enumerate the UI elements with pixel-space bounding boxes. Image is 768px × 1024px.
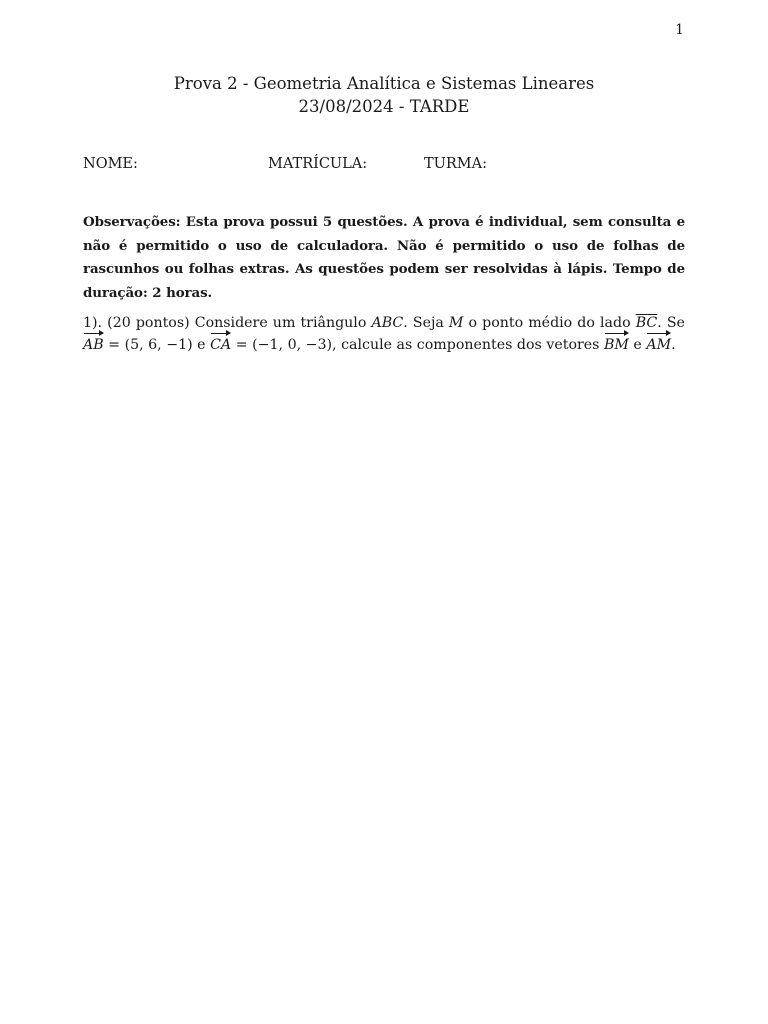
question-number: 1). — [83, 315, 103, 331]
vector-ca-value: = (−1, 0, −3), calcule as componentes dos vetores — [231, 337, 604, 353]
page-number: 1 — [675, 22, 684, 38]
segment-bc: $\overline{BC}$ — [635, 315, 658, 331]
midpoint-label: M — [448, 315, 464, 331]
vector-ab: AB — [83, 334, 104, 356]
question-text: . Se — [657, 315, 685, 331]
question-points: (20 pontos) — [107, 315, 190, 331]
observations-paragraph: Observações: Esta prova possui 5 questões. A prova é individual, sem consulta e não é permitido o uso de calculadora. Não é permitido o uso de folhas de rascunhos ou folhas extras. As questões podem ser resolvidas à lápis. Tempo de duração: 2 horas. — [83, 214, 685, 301]
vector-bm: BM — [604, 334, 629, 356]
question-text: o ponto médio do lado — [468, 315, 631, 331]
question-text: Considere um triângulo — [194, 315, 367, 331]
exam-header — [0, 72, 768, 118]
exam-title: Prova 2 - Geometria Analítica e Sistemas Lineares — [173, 74, 595, 93]
vector-ca: CA — [210, 334, 231, 356]
matricula-label: MATRÍCULA: — [268, 156, 368, 172]
exam-date: 23/08/2024 - TARDE — [298, 97, 470, 116]
vector-am: AM — [646, 334, 671, 356]
question-1 — [83, 312, 685, 356]
triangle-label: ABC — [371, 315, 404, 331]
question-text: e — [628, 337, 647, 353]
student-fields — [83, 156, 685, 176]
turma-label: TURMA: — [424, 156, 488, 172]
question-1-line-1 — [83, 312, 685, 334]
vector-ab-value: = (5, 6, −1) e — [103, 337, 211, 353]
question-text: . Seja — [403, 315, 444, 331]
question-1-line-2 — [83, 334, 685, 356]
question-text: . — [671, 337, 676, 353]
nome-label: NOME: — [83, 156, 138, 172]
